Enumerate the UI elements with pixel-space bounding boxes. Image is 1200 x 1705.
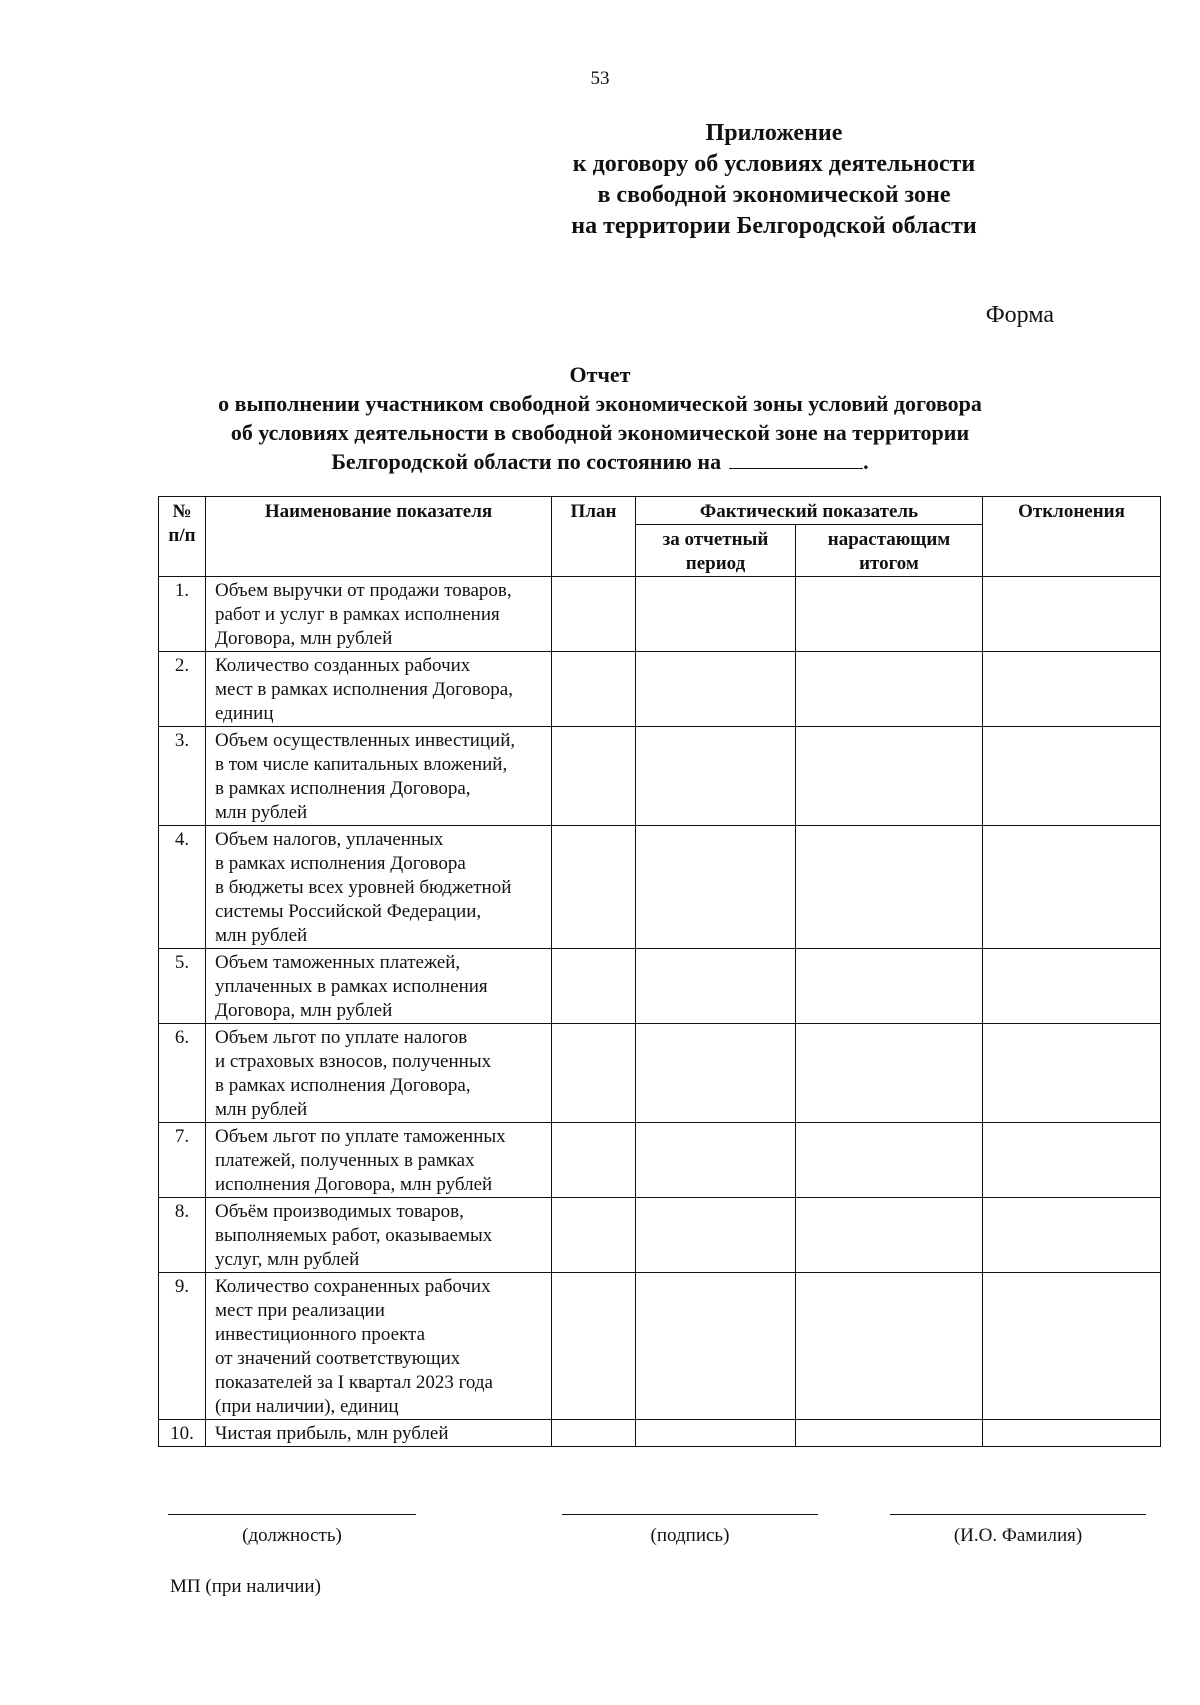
- indicator-name-line: единиц: [215, 703, 274, 724]
- header-actual-period: [636, 525, 796, 577]
- actual-cumulative-cell[interactable]: [796, 1198, 983, 1273]
- indicator-name-line: в рамках исполнения Договора: [215, 853, 466, 874]
- indicator-name: [206, 1024, 552, 1123]
- header-actual-period-line: период: [685, 553, 746, 574]
- indicator-name-line: Объем налогов, уплаченных: [215, 829, 444, 850]
- actual-period-cell[interactable]: [636, 826, 796, 949]
- actual-period-cell[interactable]: [636, 577, 796, 652]
- plan-cell[interactable]: [552, 727, 636, 826]
- row-number: 4.: [159, 826, 206, 949]
- table-row: [159, 727, 1161, 826]
- plan-cell[interactable]: [552, 1420, 636, 1447]
- indicator-name-line: Чистая прибыль, млн рублей: [215, 1423, 449, 1444]
- report-subtitle-line: об условиях деятельности в свободной экономической зоне на территории: [230, 420, 970, 445]
- actual-period-cell[interactable]: [636, 1420, 796, 1447]
- indicator-name-line: мест в рамках исполнения Договора,: [215, 679, 513, 700]
- table-row: [159, 1123, 1161, 1198]
- indicator-name-line: платежей, полученных в рамках: [215, 1150, 475, 1171]
- indicator-name-line: выполняемых работ, оказываемых: [215, 1225, 493, 1246]
- plan-cell[interactable]: [552, 1273, 636, 1420]
- date-blank-field[interactable]: [729, 448, 863, 469]
- indicator-name-line: системы Российской Федерации,: [215, 901, 482, 922]
- row-number: 6.: [159, 1024, 206, 1123]
- deviation-cell[interactable]: [983, 826, 1161, 949]
- indicator-name-line: Объем льгот по уплате таможенных: [215, 1126, 506, 1147]
- table-row: [159, 949, 1161, 1024]
- report-title: [160, 360, 1040, 476]
- row-number: 7.: [159, 1123, 206, 1198]
- actual-cumulative-cell[interactable]: [796, 826, 983, 949]
- indicator-name-line: Количество созданных рабочих: [215, 655, 471, 676]
- actual-period-cell[interactable]: [636, 1024, 796, 1123]
- table-row: [159, 1024, 1161, 1123]
- report-table: [158, 496, 1161, 1447]
- header-deviation: Отклонения: [983, 497, 1161, 577]
- header-actual-cumulative-line: нарастающим: [827, 529, 951, 550]
- deviation-cell[interactable]: [983, 949, 1161, 1024]
- indicator-name-line: (при наличии), единиц: [215, 1396, 399, 1417]
- actual-cumulative-cell[interactable]: [796, 1123, 983, 1198]
- indicator-name: [206, 1420, 552, 1447]
- indicator-name-line: инвестиционного проекта: [215, 1324, 426, 1345]
- indicator-name-line: Объем выручки от продажи товаров,: [215, 580, 512, 601]
- indicator-name: [206, 727, 552, 826]
- header-actual: Фактический показатель: [636, 497, 983, 525]
- indicator-name-line: Договора, млн рублей: [215, 1000, 393, 1021]
- table-row: [159, 1198, 1161, 1273]
- indicator-name-line: Объем таможенных платежей,: [215, 952, 461, 973]
- table-body: [159, 577, 1161, 1447]
- actual-cumulative-cell[interactable]: [796, 949, 983, 1024]
- indicator-name-line: уплаченных в рамках исполнения: [215, 976, 488, 997]
- row-number: 3.: [159, 727, 206, 826]
- header-name: Наименование показателя: [206, 497, 552, 577]
- indicator-name-line: в том числе капитальных вложений,: [215, 754, 508, 775]
- indicator-name-line: от значений соответствующих: [215, 1348, 461, 1369]
- indicator-name: [206, 826, 552, 949]
- actual-cumulative-cell[interactable]: [796, 652, 983, 727]
- report-date-suffix: .: [863, 449, 869, 474]
- plan-cell[interactable]: [552, 577, 636, 652]
- report-date-line: [160, 447, 1040, 476]
- appendix-line: к договору об условиях деятельности: [572, 151, 976, 177]
- actual-period-cell[interactable]: [636, 1198, 796, 1273]
- page-number: 53: [590, 68, 610, 89]
- table-row: [159, 826, 1161, 949]
- actual-cumulative-cell[interactable]: [796, 1420, 983, 1447]
- position-signature-line: (должность): [168, 1514, 416, 1547]
- actual-cumulative-cell[interactable]: [796, 1024, 983, 1123]
- deviation-cell[interactable]: [983, 1024, 1161, 1123]
- stamp-note: МП (при наличии): [170, 1576, 321, 1597]
- row-number: 1.: [159, 577, 206, 652]
- header-actual-cumulative: [796, 525, 983, 577]
- appendix-line: Приложение: [705, 120, 843, 146]
- indicator-name-line: млн рублей: [215, 802, 308, 823]
- deviation-cell[interactable]: [983, 1123, 1161, 1198]
- indicator-name: [206, 949, 552, 1024]
- report-subtitle-line: о выполнении участником свободной экономической зоны условий договора: [218, 391, 982, 416]
- indicator-name-line: Количество сохраненных рабочих: [215, 1276, 491, 1297]
- actual-period-cell[interactable]: [636, 1273, 796, 1420]
- full-name-signature-line: (И.О. Фамилия): [890, 1514, 1146, 1547]
- table-header-row: [159, 497, 1161, 525]
- plan-cell[interactable]: [552, 652, 636, 727]
- indicator-name-line: работ и услуг в рамках исполнения: [215, 604, 500, 625]
- header-actual-period-line: за отчетный: [662, 529, 769, 550]
- indicator-name: [206, 652, 552, 727]
- header-plan: План: [552, 497, 636, 577]
- actual-period-cell[interactable]: [636, 949, 796, 1024]
- form-label: Форма: [985, 302, 1054, 328]
- table-row: [159, 1420, 1161, 1447]
- actual-cumulative-cell[interactable]: [796, 1273, 983, 1420]
- actual-period-cell[interactable]: [636, 727, 796, 826]
- header-num-line: №: [172, 501, 192, 522]
- report-date-prefix: Белгородской области по состоянию на: [331, 449, 722, 474]
- table-row: [159, 577, 1161, 652]
- row-number: 8.: [159, 1198, 206, 1273]
- indicator-name-line: в бюджеты всех уровней бюджетной: [215, 877, 512, 898]
- indicator-name-line: в рамках исполнения Договора,: [215, 778, 471, 799]
- row-number: 5.: [159, 949, 206, 1024]
- row-number: 2.: [159, 652, 206, 727]
- plan-cell[interactable]: [552, 1198, 636, 1273]
- header-num: [159, 497, 206, 577]
- header-num-line: п/п: [168, 525, 196, 546]
- actual-period-cell[interactable]: [636, 652, 796, 727]
- indicator-name-line: Объем осуществленных инвестиций,: [215, 730, 516, 751]
- plan-cell[interactable]: [552, 826, 636, 949]
- indicator-name: [206, 1273, 552, 1420]
- indicator-name-line: мест при реализации: [215, 1300, 385, 1321]
- actual-cumulative-cell[interactable]: [796, 577, 983, 652]
- deviation-cell[interactable]: [983, 1273, 1161, 1420]
- indicator-name-line: услуг, млн рублей: [215, 1249, 360, 1270]
- deviation-cell[interactable]: [983, 577, 1161, 652]
- row-number: 10.: [159, 1420, 206, 1447]
- deviation-cell[interactable]: [983, 1198, 1161, 1273]
- indicator-name-line: млн рублей: [215, 925, 308, 946]
- row-number: 9.: [159, 1273, 206, 1420]
- indicator-name-line: Объем льгот по уплате налогов: [215, 1027, 468, 1048]
- deviation-cell[interactable]: [983, 727, 1161, 826]
- signature-line: (подпись): [562, 1514, 818, 1547]
- indicator-name: [206, 577, 552, 652]
- plan-cell[interactable]: [552, 949, 636, 1024]
- header-actual-cumulative-line: итогом: [859, 553, 919, 574]
- appendix-line: в свободной экономической зоне: [597, 182, 951, 208]
- plan-cell[interactable]: [552, 1024, 636, 1123]
- actual-cumulative-cell[interactable]: [796, 727, 983, 826]
- table-row: [159, 1273, 1161, 1420]
- actual-period-cell[interactable]: [636, 1123, 796, 1198]
- indicator-name-line: показателей за I квартал 2023 года: [215, 1372, 493, 1393]
- indicator-name-line: в рамках исполнения Договора,: [215, 1075, 471, 1096]
- deviation-cell[interactable]: [983, 1420, 1161, 1447]
- deviation-cell[interactable]: [983, 652, 1161, 727]
- appendix-line: на территории Белгородской области: [571, 213, 977, 239]
- indicator-name: [206, 1198, 552, 1273]
- indicator-name-line: Договора, млн рублей: [215, 628, 393, 649]
- table-row: [159, 652, 1161, 727]
- plan-cell[interactable]: [552, 1123, 636, 1198]
- indicator-name: [206, 1123, 552, 1198]
- indicator-name-line: млн рублей: [215, 1099, 308, 1120]
- indicator-name-line: Объём производимых товаров,: [215, 1201, 464, 1222]
- indicator-name-line: исполнения Договора, млн рублей: [215, 1174, 493, 1195]
- indicator-name-line: и страховых взносов, полученных: [215, 1051, 492, 1072]
- appendix-heading: [494, 118, 1054, 242]
- report-title-main: Отчет: [569, 362, 631, 387]
